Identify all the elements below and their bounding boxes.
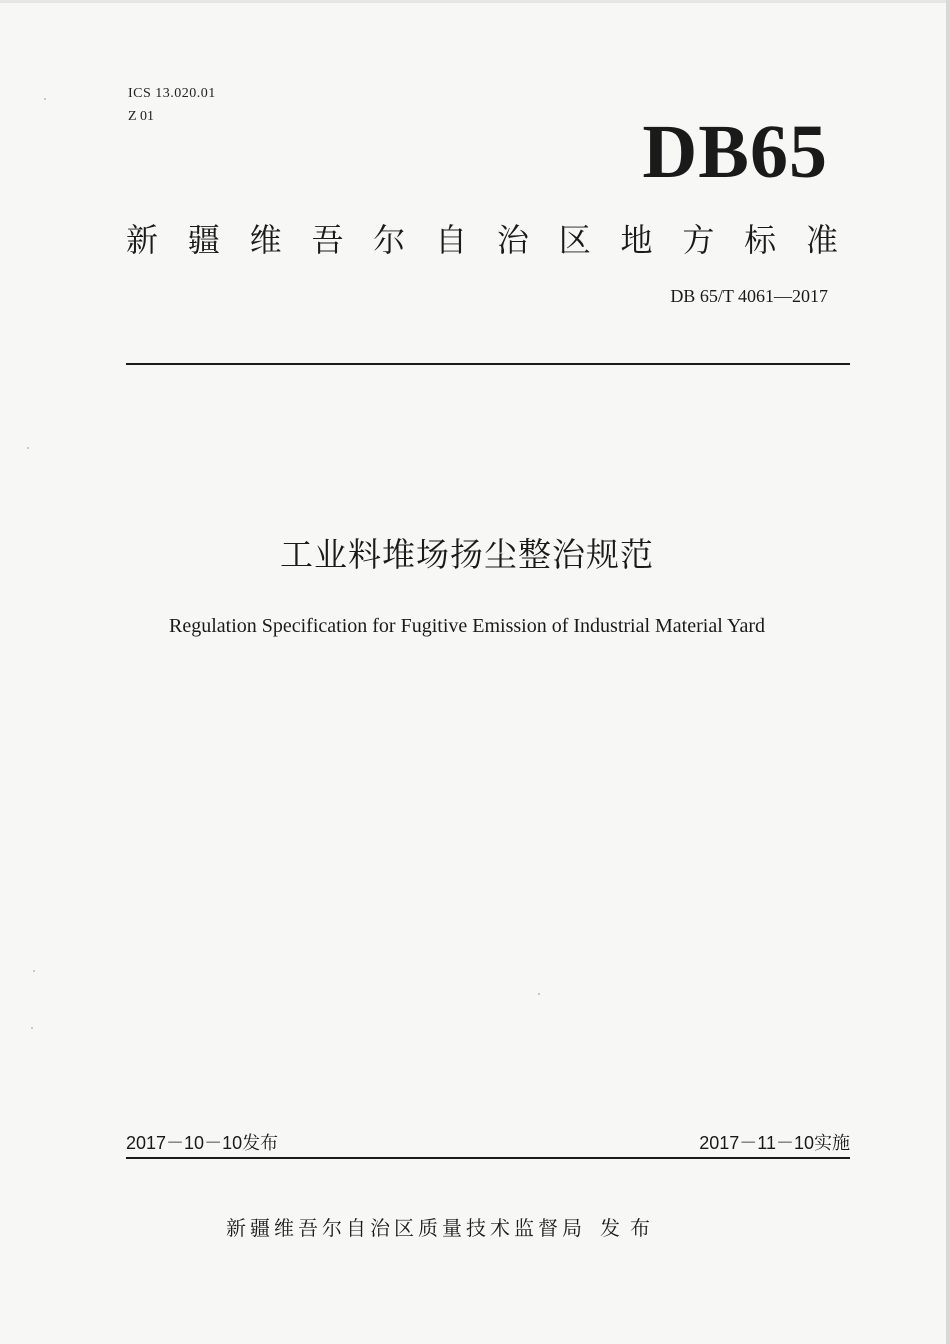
- scan-speck: [31, 1027, 33, 1029]
- document-title-chinese: 工业料堆场扬尘整治规范: [280, 535, 654, 574]
- scan-speck: [538, 993, 540, 995]
- issuer-name: 新疆维吾尔自治区质量技术监督局: [226, 1216, 586, 1240]
- standard-type-char: 治: [496, 221, 529, 259]
- db65-logo: DB65: [642, 110, 828, 194]
- implementation-date: 2017－11－10实施: [699, 1133, 850, 1153]
- ccs-code: Z 01: [128, 109, 155, 124]
- standard-type-char: 疆: [187, 221, 220, 259]
- standard-type-char: 吾: [311, 221, 344, 259]
- ics-code: ICS 13.020.01: [128, 86, 216, 101]
- standard-type-char: 维: [249, 221, 282, 259]
- standard-number: DB 65/T 4061—2017: [670, 286, 828, 306]
- scan-right-edge: [946, 0, 950, 1344]
- standard-type-char: 准: [805, 221, 838, 259]
- footer-divider: [126, 1157, 850, 1159]
- standard-type-char: 方: [682, 221, 715, 259]
- scan-speck: [33, 970, 35, 972]
- standard-type-char: 尔: [373, 221, 406, 259]
- scan-speck: [44, 98, 46, 100]
- issuing-authority: [226, 1213, 660, 1243]
- standard-type-char: 新: [126, 221, 159, 259]
- document-title-english: Regulation Specification for Fugitive Emission of Industrial Material Yard: [168, 615, 765, 637]
- issue-action: 发布: [600, 1216, 660, 1240]
- standard-type-char: 标: [744, 221, 777, 259]
- publish-date: 2017－10－10发布: [126, 1133, 279, 1153]
- standard-type-char: 自: [435, 221, 468, 259]
- standard-type-heading: [126, 218, 838, 262]
- standard-type-char: 区: [558, 221, 591, 259]
- standard-type-char: 地: [620, 221, 653, 259]
- scan-speck: [27, 447, 29, 449]
- header-divider: [126, 363, 850, 365]
- scan-top-edge: [0, 0, 950, 3]
